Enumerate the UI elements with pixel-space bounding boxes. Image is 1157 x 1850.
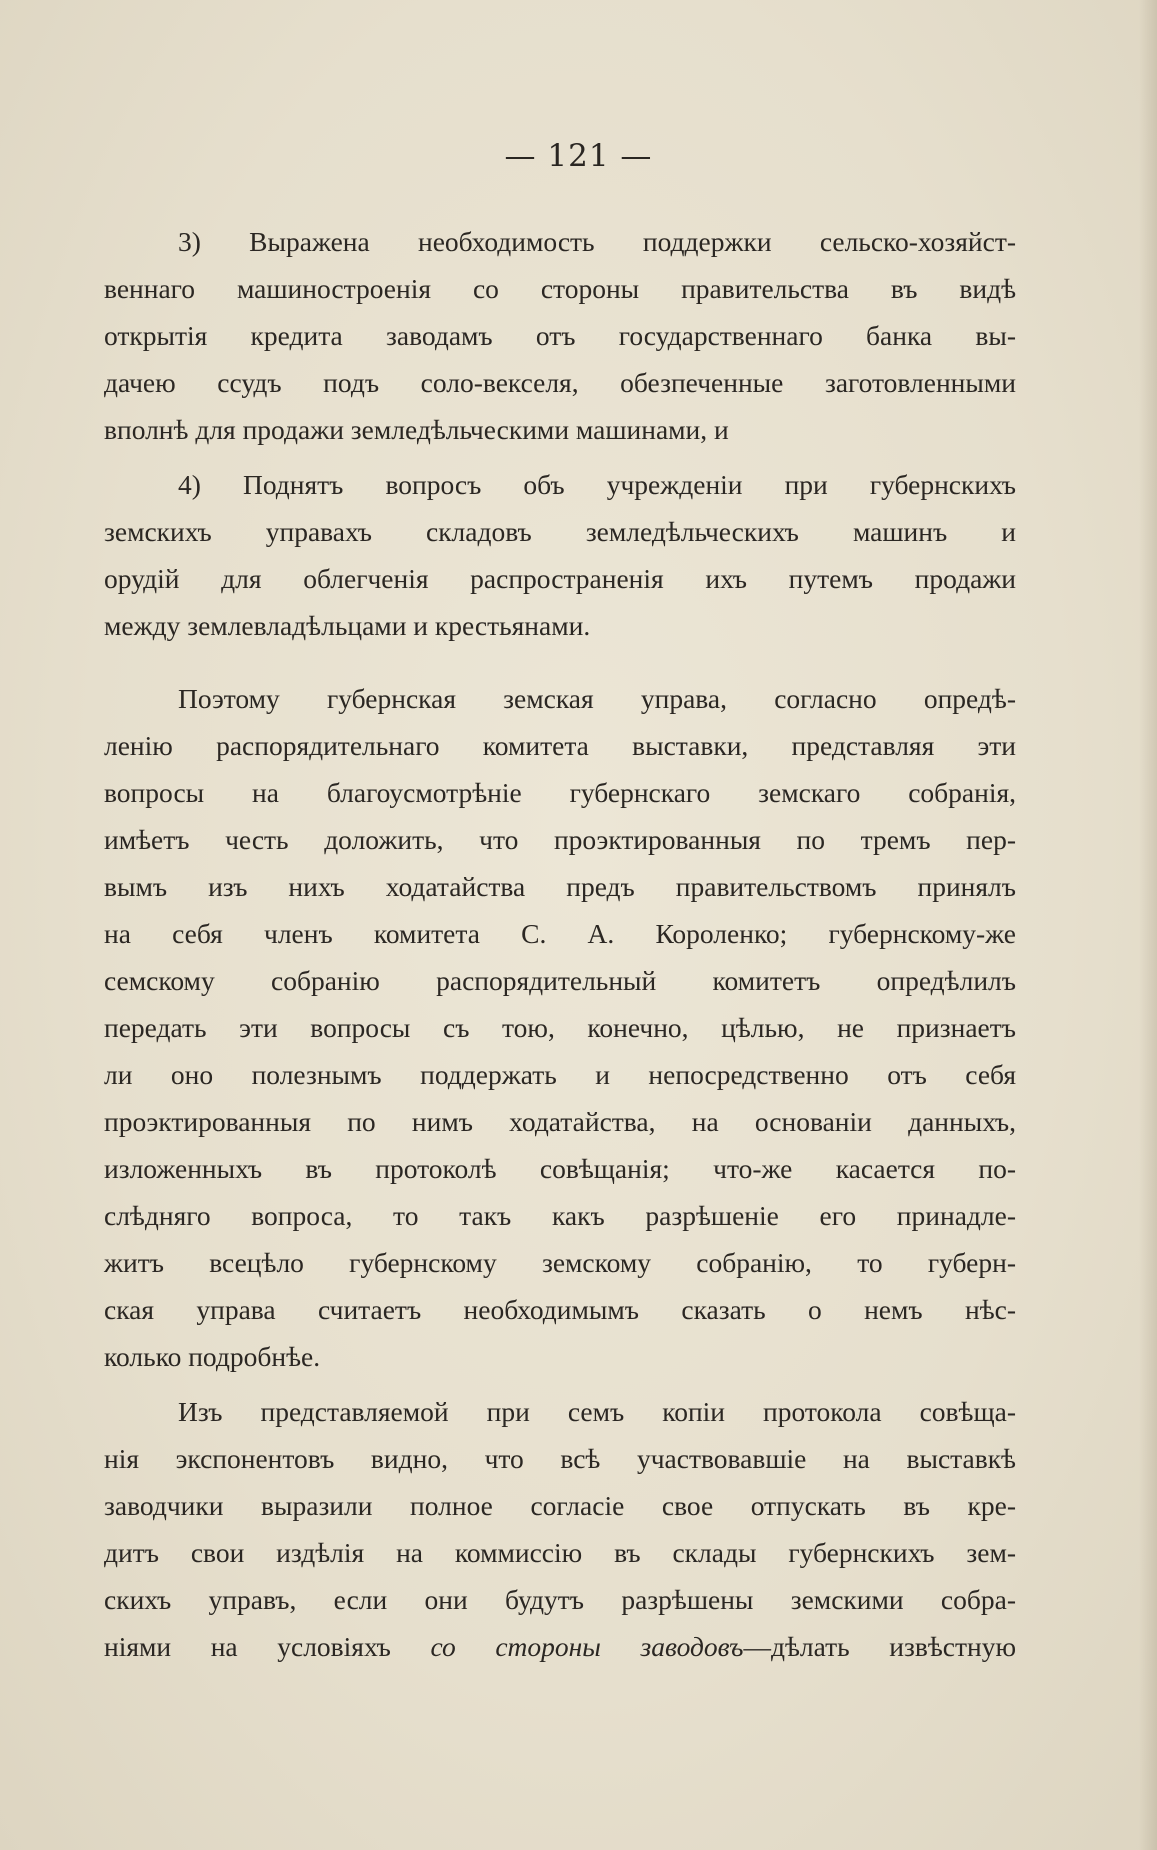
paragraph-3 <box>104 675 1016 1380</box>
text-line: нія экспонентовъ видно, что всѣ участвовавшіе на выставкѣ <box>104 1443 1016 1474</box>
text-line: открытія кредита заводамъ отъ государственнаго банка вы- <box>104 320 1016 351</box>
paragraph-1 <box>104 218 1016 453</box>
text-line: дачею ссудъ подъ соло-векселя, обезпеченные заготовленными <box>104 367 1016 398</box>
page-number: — 121 — <box>504 138 653 174</box>
page-edge-shadow <box>1139 0 1157 1850</box>
text-line: заводчики выразили полное согласіе свое отпускать въ кре- <box>104 1490 1016 1521</box>
text-line: передать эти вопросы съ тою, конечно, цѣлью, не признаетъ <box>104 1012 1016 1043</box>
text-line: вполнѣ для продажи земледѣльческими машинами, и <box>104 414 729 445</box>
text-line-mixed <box>104 1623 1016 1670</box>
text-line: изложенныхъ въ протоколѣ совѣщанія; что-же касается по- <box>104 1153 1016 1184</box>
text-segment: —дѣлать извѣстную <box>743 1631 1016 1662</box>
text-line: Поэтому губернская земская управа, согласно опредѣ- <box>178 683 1016 714</box>
text-line: орудій для облегченія распространенія ихъ путемъ продажи <box>104 563 1016 594</box>
text-line: 4) Поднятъ вопросъ объ учрежденіи при губернскихъ <box>178 469 1016 500</box>
text-line: житъ всецѣло губернскому земскому собранію, то губерн- <box>104 1247 1016 1278</box>
text-line: между землевладѣльцами и крестьянами. <box>104 610 591 641</box>
paragraph-4 <box>104 1388 1016 1670</box>
text-line: на себя членъ комитета С. А. Короленко; губернскому-же <box>104 918 1016 949</box>
text-line: скихъ управъ, если они будутъ разрѣшены земскими собра- <box>104 1584 1016 1615</box>
paragraph-2 <box>104 461 1016 649</box>
text-line: 3) Выражена необходимость поддержки сельско-хозяйст- <box>178 226 1016 257</box>
text-line: вопросы на благоусмотрѣніе губернскаго земскаго собранія, <box>104 777 1016 808</box>
text-line: ли оно полезнымъ поддержать и непосредственно отъ себя <box>104 1059 1016 1090</box>
text-line: дитъ свои издѣлія на коммиссію въ склады губернскихъ зем- <box>104 1537 1016 1568</box>
text-line: колько подробнѣе. <box>104 1341 321 1372</box>
text-line: вымъ изъ нихъ ходатайства предъ правительствомъ принялъ <box>104 871 1016 902</box>
text-line: проэктированныя по нимъ ходатайства, на основаніи данныхъ, <box>104 1106 1016 1137</box>
text-line: слѣдняго вопроса, то такъ какъ разрѣшеніе его принадле- <box>104 1200 1016 1231</box>
body-text <box>104 218 1016 1670</box>
text-line: земскихъ управахъ складовъ земледѣльческихъ машинъ и <box>104 516 1016 547</box>
italic-phrase: со стороны заводовъ <box>430 1631 744 1662</box>
text-line: ленію распорядительнаго комитета выставки, представляя эти <box>104 730 1016 761</box>
text-line: семскому собранію распорядительный комитетъ опредѣлилъ <box>104 965 1016 996</box>
text-line: имѣетъ честь доложить, что проэктированныя по тремъ пер- <box>104 824 1016 855</box>
text-line: Изъ представляемой при семъ копіи протокола совѣща- <box>178 1396 1016 1427</box>
text-line: веннаго машиностроенія со стороны правительства въ видѣ <box>104 273 1016 304</box>
text-line: ская управа считаетъ необходимымъ сказать о немъ нѣс- <box>104 1294 1016 1325</box>
text-segment: ніями на условіяхъ <box>104 1631 431 1662</box>
